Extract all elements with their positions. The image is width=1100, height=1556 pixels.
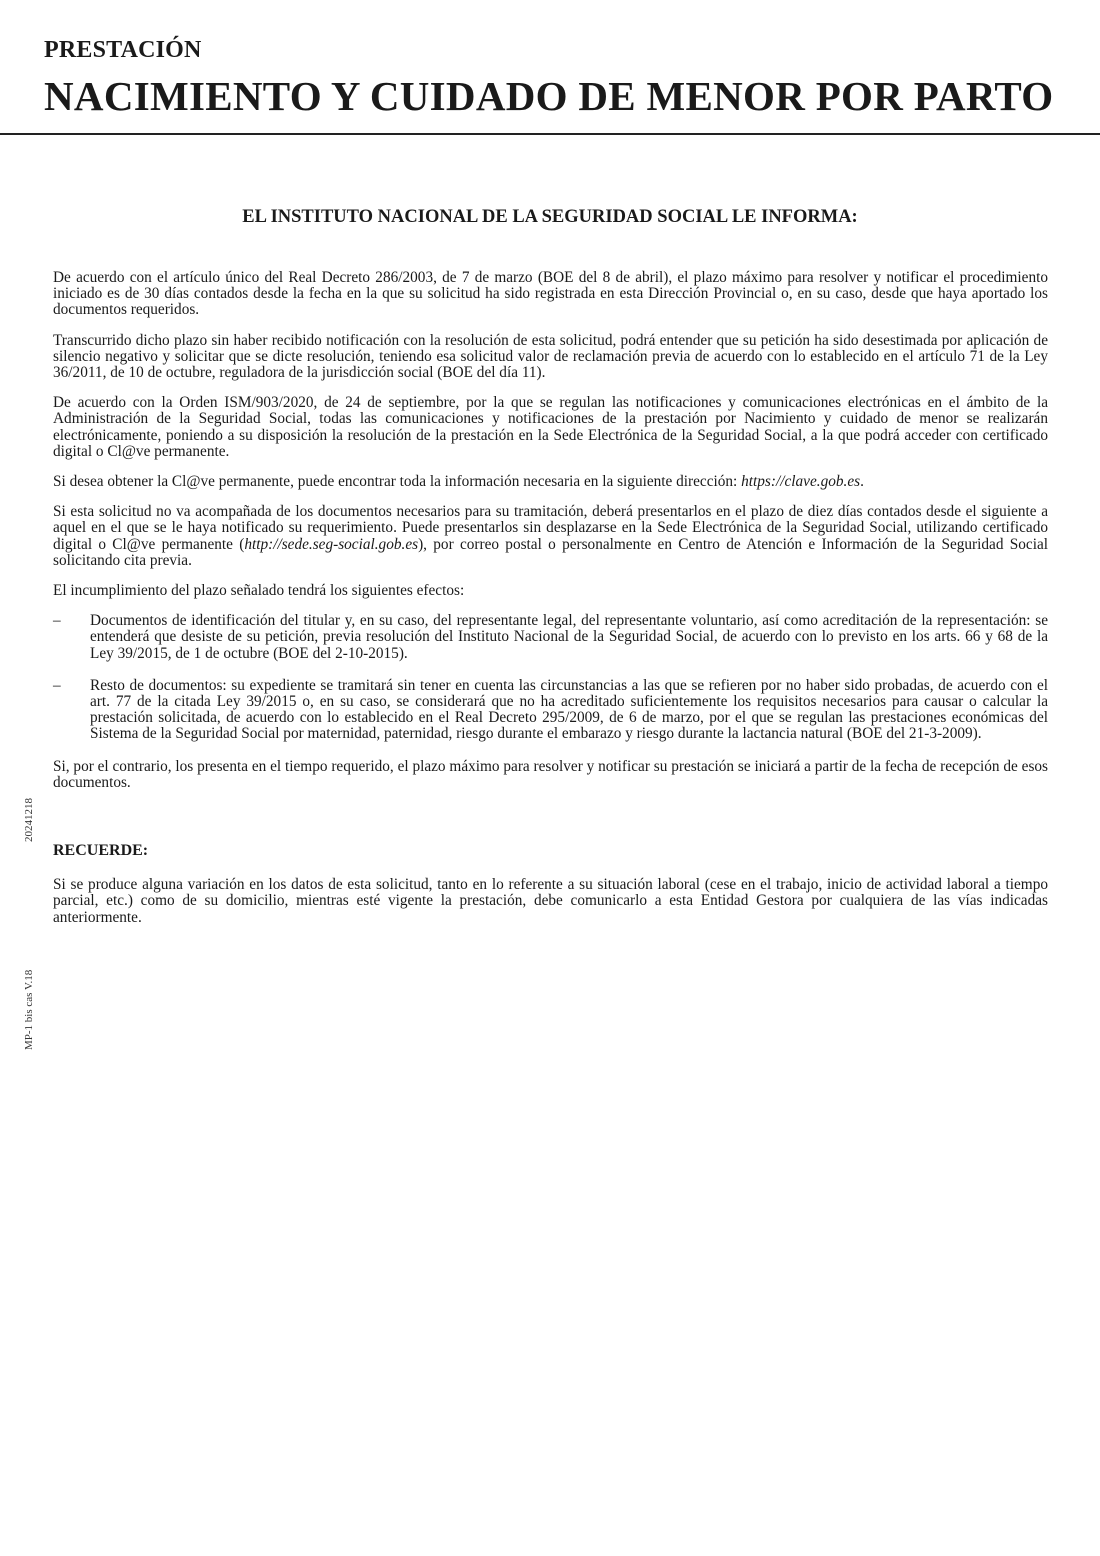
bullet-dash: – <box>53 612 61 630</box>
bullet-text: Documentos de identificación del titular y, en su caso, del representante legal, del representante voluntario, así como acreditación de la representación: se entenderá que desiste de su petición, previa resolución del Instituto Nacional de la Seguridad Social, de acuerdo con lo previsto en los arts. 66 y 68 de la Ley 39/2015, de 1 de octubre (BOE del 2-10-2015). <box>90 612 1048 662</box>
clave-end: . <box>860 473 864 491</box>
recuerde-text: Si se produce alguna variación en los datos de esta solicitud, tanto en lo referente a su situación laboral (cese en el trabajo, inicio de actividad laboral a tiempo parcial, etc.) como de su domicilio, mientras esté vigente la prestación, debe comunicarlo a esta Entidad Gestora por cualquiera de las vías indicadas anteriormente. <box>53 876 1048 926</box>
paragraph-clave <box>53 474 1048 490</box>
documents-text-before: Si esta solicitud no va acompañada de los documentos necesarios para su tramitación, deberá presentarlos en el plazo de diez días contados desde el siguiente a aquel en el que se le haya notificado su requerimiento. Puede presentarlos sin desplazarse en la Sede Electrónica de la Seguridad Social, utilizando certificado digital o Cl@ve permanente ( <box>53 503 1048 553</box>
side-form-code-label: MP-1 bis cas V.18 <box>23 969 35 1050</box>
list-item <box>53 678 1048 743</box>
document-body <box>53 270 1048 940</box>
paragraph-electronic-notifications: De acuerdo con la Orden ISM/903/2020, de 24 de septiembre, por la que se regulan las notificaciones y comunicaciones electrónicas en el ámbito de la Administración de la Seguridad Social, todas las comunicaciones y notificaciones de la prestación por Nacimiento y cuidado de menor se realizarán electrónicamente, poniendo a su disposición la resolución de la prestación en la Sede Electrónica de la Seguridad Social, a la que podrá acceder con certificado digital o Cl@ve permanente. <box>53 394 1048 460</box>
paragraph-silence-negative: Transcurrido dicho plazo sin haber recibido notificación con la resolución de esta solicitud, podrá entender que su petición ha sido desestimada por aplicación de silencio negativo y solicitar que se dicte resolución, teniendo esa solicitud valor de reclamación previa de acuerdo con lo establecido en el artículo 71 de la Ley 36/2011, de 10 de octubre, reguladora de la jurisdicción social (BOE del día 11). <box>53 331 1048 382</box>
side-date-label: 20241218 <box>23 798 35 842</box>
header-divider <box>0 133 1100 135</box>
clave-text: Si desea obtener la Cl@ve permanente, puede encontrar toda la información necesaria en la siguiente dirección: <box>53 473 742 491</box>
documents-text-after: ), por correo postal o personalmente en Centro de Atención e Información de la Seguridad Social solicitando cita previa. <box>53 535 1048 569</box>
paragraph-closing: Si, por el contrario, los presenta en el tiempo requerido, el plazo máximo para resolver y notificar su prestación se iniciará a partir de la fecha de recepción de esos documentos. <box>53 757 1048 791</box>
list-item <box>53 613 1048 662</box>
page-title: NACIMIENTO Y CUIDADO DE MENOR POR PARTO <box>44 73 1054 119</box>
clave-link[interactable]: https://clave.gob.es <box>741 473 861 491</box>
paragraph-required-documents <box>53 504 1048 569</box>
document-header <box>44 36 1080 120</box>
recuerde-heading: RECUERDE: <box>53 842 149 860</box>
bullet-text: Resto de documentos: su expediente se tramitará sin tener en cuenta las circunstancias a las que se refieren por no haber sido probadas, de acuerdo con el art. 77 de la citada Ley 39/2015 o, en su caso, se considerará que no ha acreditado suficientemente los requisitos necesarios para causar o calcular la prestación solicitada, de acuerdo con lo establecido en el Real Decreto 295/2009, de 6 de marzo, por el que se regulan las prestaciones económicas del Sistema de la Seguridad Social por maternidad, paternidad, riesgo durante el embarazo y riesgo durante la lactancia natural (BOE del 21-3-2009). <box>90 676 1048 743</box>
paragraph-resolution-deadline: De acuerdo con el artículo único del Real Decreto 286/2003, de 7 de marzo (BOE del 8 de abril), el plazo máximo para resolver y notificar el procedimiento iniciado es de 30 días contados desde la fecha en la que su solicitud ha sido registrada en esta Dirección Provincial o, en su caso, desde que haya aportado los documentos requeridos. <box>53 269 1048 319</box>
bullet-dash: – <box>53 676 61 694</box>
notice-heading: EL INSTITUTO NACIONAL DE LA SEGURIDAD SOCIAL LE INFORMA: <box>242 207 858 227</box>
header-kicker: PRESTACIÓN <box>44 37 202 63</box>
paragraph-effects-intro: El incumplimiento del plazo señalado tendrá los siguientes efectos: <box>53 582 465 600</box>
sede-link[interactable]: http://sede.seg-social.gob.es <box>244 535 419 553</box>
